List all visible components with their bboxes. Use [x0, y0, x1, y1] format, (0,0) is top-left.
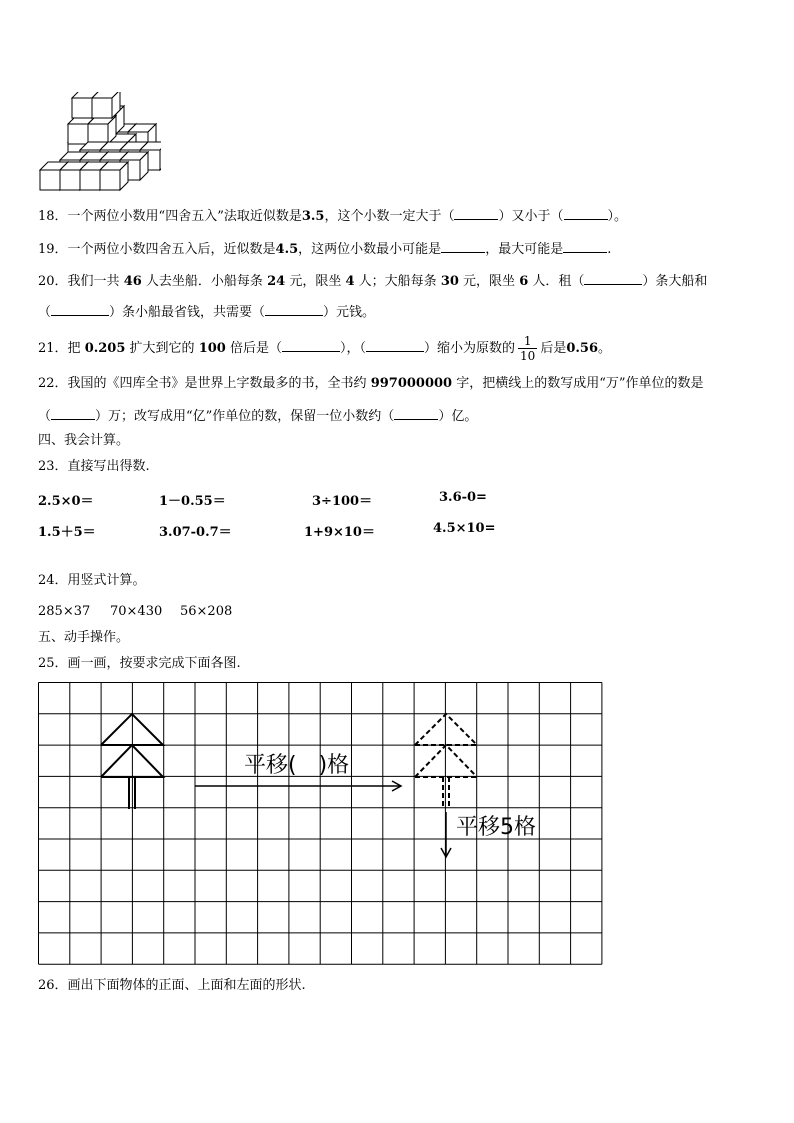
calc-item: 1+9×10＝: [304, 525, 375, 540]
calc-item: 3÷100＝: [312, 494, 373, 509]
question-24: 24．用竖式计算。: [38, 573, 146, 588]
section-4-heading: 四、我会计算。: [38, 433, 130, 448]
vertical-item: 285×37: [38, 604, 91, 619]
calc-item: 1.5＋5＝: [38, 525, 96, 540]
question-19: 19．一个两位小数四舍五入后，近似数是4.5，这两位小数最小可能是 ，最大可能是 .: [38, 242, 612, 257]
calc-item: 4.5×10=: [433, 521, 496, 536]
question-20-line2: （ ）条小船最省钱，共需要（ ）元钱。: [38, 305, 376, 320]
question-21: 21．把 0.205 扩大到它的 100 倍后是（ ），（ ）缩小为原数的 $\frac{1}{10}$ 后是0.56。: [38, 334, 612, 363]
calc-item: 3.07-0.7＝: [159, 525, 232, 540]
translation-grid: [38, 682, 606, 968]
vertical-item: 70×430: [110, 604, 163, 619]
question-20-line1: 20．我们一共 46 人去坐船．小船每条 24 元，限坐 4 人；大船每条 30 元，限坐 6 人．租（ ）条大船和: [38, 274, 708, 289]
question-22-line1: 22．我国的《四库全书》是世界上字数最多的书，全书约 997000000 字，把横线上的数写成用“万”作单位的数是: [38, 376, 704, 391]
question-25: 25．画一画，按要求完成下面各图.: [38, 656, 241, 671]
calc-item: 3.6-0=: [439, 490, 487, 505]
calc-item: 2.5×0＝: [38, 494, 94, 509]
section-5-heading: 五、动手操作。: [38, 630, 130, 645]
question-18: 18．一个两位小数用“四舍五入”法取近似数是3.5，这个小数一定大于（ ）又小于（ ）。: [38, 209, 628, 224]
vertical-item: 56×208: [180, 604, 233, 619]
translate-right-label: 平移( )格: [244, 753, 350, 778]
fraction: $\frac{1}{10}$: [520, 334, 536, 363]
cube-stack-figure: [36, 92, 161, 192]
calc-item: 1－0.55＝: [159, 494, 226, 509]
question-23: 23．直接写出得数.: [38, 459, 150, 474]
question-26: 26．画出下面物体的正面、上面和左面的形状.: [38, 978, 306, 993]
question-22-line2: （ ）万；改写成用“亿”作单位的数，保留一位小数约（ ）亿。: [38, 409, 478, 424]
down-arrow: [441, 812, 451, 857]
translate-down-label: 平移5格: [456, 815, 536, 840]
tree-translated-dashed: [415, 714, 477, 809]
